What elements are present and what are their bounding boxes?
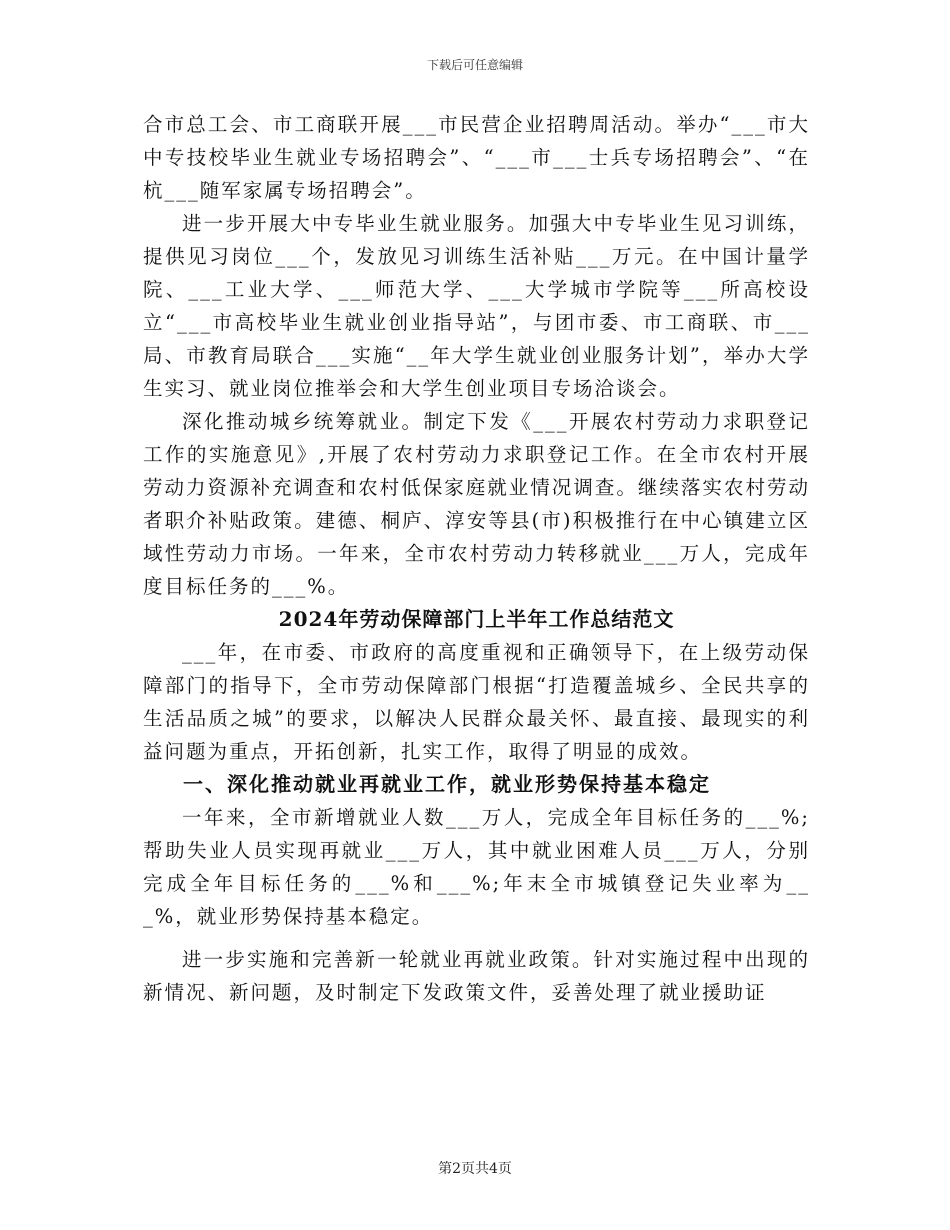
section-heading-1: 一、深化推动就业再就业工作，就业形势保持基本稳定 xyxy=(183,772,711,796)
paragraph-employment-stats: 一年来，全市新增就业人数___万人，完成全年目标任务的___%;帮助失业人员实现再就业___万人，其中就业困难人员___万人，分别完成全年目标任务的___%和___%;年末全市城镇登记失业率为___%，就业形势保持基本稳定。 xyxy=(143,806,810,928)
paragraph-gap xyxy=(143,933,810,943)
document-title: 2024年劳动保障部门上半年工作总结范文 xyxy=(278,607,675,631)
paragraph-graduate-employment: 进一步开展大中专毕业生就业服务。加强大中专毕业生见习训练，提供见习岗位___个，发放见习训练生活补贴___万元。在中国计量学院、___工业大学、___师范大学、___大学城市学院等___所高校设立“___市高校毕业生就业创业指导站”，与团市委、市工商联、市___局、市教育局联合___实施“__年大学生就业创业服务计划”，举办大学生实习、就业岗位推举会和大学生创业项目专场洽谈会。 xyxy=(143,212,810,400)
paragraph-urban-rural-employment: 深化推动城乡统筹就业。制定下发《___开展农村劳动力求职登记工作的实施意见》,开展了农村劳动力求职登记工作。在全市农村开展劳动力资源补充调查和农村低保家庭就业情况调查。继续落实农村劳动者职介补贴政策。建德、桐庐、淳安等县(市)积极推行在中心镇建立区域性劳动力市场。一年来，全市农村劳动力转移就业___万人，完成年度目标任务的___%。 xyxy=(143,410,810,598)
page-header: 下载后可任意编辑 xyxy=(426,58,523,72)
document-body xyxy=(143,108,810,1009)
page-number: 第2页共4页 xyxy=(438,1161,512,1177)
paragraph-intro: ___年，在市委、市政府的高度重视和正确领导下，在上级劳动保障部门的指导下，全市劳动保障部门根据“打造覆盖城乡、全民共享的生活品质之城”的要求，以解决人民群众最关怀、最直接、最现实的利益问题为重点，开拓创新，扎实工作，取得了明显的成效。 xyxy=(143,641,810,763)
paragraph-policy: 进一步实施和完善新一轮就业再就业政策。针对实施过程中出现的新情况、新问题，及时制定下发政策文件，妥善处理了就业援助证 xyxy=(143,948,810,1004)
paragraph-continued: 合市总工会、市工商联开展___市民营企业招聘周活动。举办“___市大中专技校毕业生就业专场招聘会”、“___市___士兵专场招聘会”、“在杭___随军家属专场招聘会”。 xyxy=(143,113,810,202)
